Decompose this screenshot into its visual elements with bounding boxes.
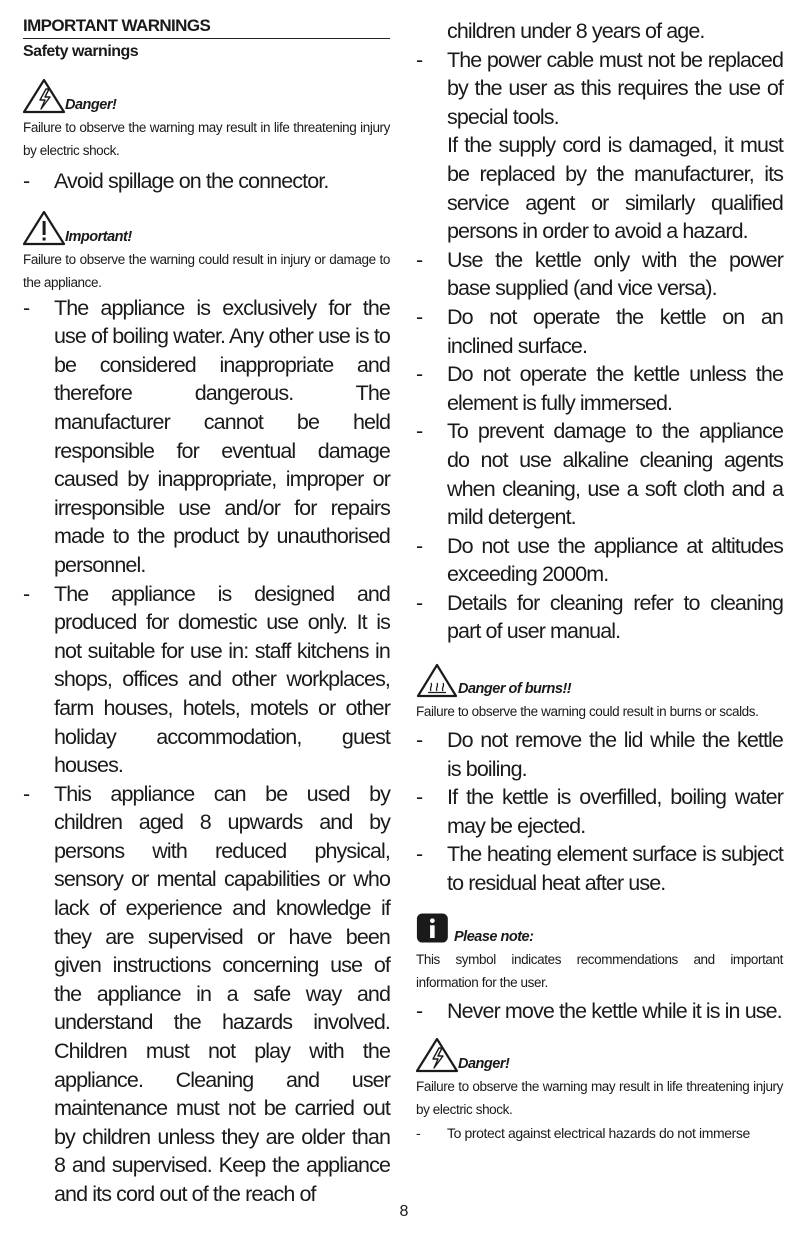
note-header	[416, 910, 783, 946]
danger-warning-header-2	[416, 1037, 783, 1073]
important-list	[23, 294, 390, 1209]
continued-text: children under 8 years of age.	[447, 19, 705, 43]
list-item: - The heating element surface is subject to residual heat after use.	[416, 842, 783, 896]
list-item: - The appliance is exclusively for the use of boiling water. Any other use is to be considered inappropriate and therefore dangerous. The manufacturer cannot be held responsible for eventual damage caused by inappropriate, improper or irresponsible use and/or for repairs made to the product by unauthorised personnel.	[23, 295, 390, 577]
list-item: - This appliance can be used by children aged 8 upwards and by persons with reduced physical, sensory or mental capabilities or who lack of experience and knowledge if they are supervised or have been given instructions concerning use of the appliance in a safe way and understand the hazards involved. Children must not play with the appliance. Cleaning and user maintenance must not be carried out by children unless they are older than 8 and supervised. Keep the appliance and its cord out of the reach of	[23, 781, 390, 1206]
list-item: - The appliance is designed and produced for domestic use only. It is not suitable for use in: staff kitchens in shops, offices and other workplaces, farm houses, hotels, motels or other holiday accommodation, guest houses.	[23, 581, 390, 778]
left-column	[23, 12, 390, 1209]
danger-description: Failure to observe the warning may result in life threatening injury by electric shock.	[23, 120, 390, 158]
info-icon	[416, 910, 456, 946]
list-item: - Details for cleaning refer to cleaning part of user manual.	[416, 590, 783, 644]
danger-warning-header	[23, 78, 390, 114]
burns-description: Failure to observe the warning could result in burns or scalds.	[416, 704, 759, 720]
safety-list-continued	[416, 246, 783, 646]
burns-warning-header	[416, 662, 783, 698]
danger-list	[23, 167, 390, 196]
list-item: - To protect against electrical hazards do not immerse	[416, 1125, 750, 1142]
danger-list-2	[416, 1122, 783, 1144]
list-item: - If the kettle is overfilled, boiling water may be ejected.	[416, 785, 783, 838]
burns-label: Danger of burns!!	[458, 681, 572, 698]
page-number: 8	[399, 1203, 409, 1220]
safety-list	[416, 46, 783, 132]
page-heading: IMPORTANT WARNINGS	[23, 16, 390, 39]
danger-label-2: Danger!	[458, 1056, 510, 1073]
important-warning-header	[23, 210, 390, 246]
list-item: - Do not operate the kettle on an inclined surface.	[416, 304, 783, 358]
cord-note: If the supply cord is damaged, it must be replaced by the manufacturer, its service agent or similarly qualified persons in order to avoid a hazard.	[447, 133, 783, 244]
danger-label: Danger!	[65, 97, 117, 113]
list-item: - Use the kettle only with the power base supplied (and vice versa).	[416, 247, 783, 301]
note-description: This symbol indicates recommendations and important information for the user.	[416, 951, 783, 990]
list-item: - Do not remove the lid while the kettle is boiling.	[416, 728, 783, 781]
burns-list	[416, 726, 783, 898]
list-item: - Avoid spillage on the connector.	[23, 169, 329, 193]
note-label: Please note:	[454, 928, 534, 945]
list-item: - Do not operate the kettle unless the element is fully immersed.	[416, 362, 783, 415]
list-item: - The power cable must not be replaced by the user as this requires the use of special tools.	[416, 47, 783, 129]
electric-shock-warning-icon	[416, 1037, 460, 1073]
note-list	[416, 997, 783, 1026]
important-description: Failure to observe the warning could result in injury or damage to the appliance.	[23, 251, 390, 290]
list-item: - Do not use the appliance at altitudes exceeding 2000m.	[416, 533, 783, 587]
danger-description-2: Failure to observe the warning may result in life threatening injury by electric shock.	[416, 1079, 783, 1118]
right-column	[416, 12, 783, 1144]
important-label: Important!	[65, 228, 132, 245]
electric-shock-warning-icon	[23, 78, 67, 114]
list-item: - Never move the kettle while it is in use.	[416, 998, 782, 1023]
hot-surface-warning-icon	[416, 662, 460, 698]
exclamation-warning-icon	[23, 210, 67, 246]
section-subheading: Safety warnings	[23, 43, 139, 60]
list-item: - To prevent damage to the appliance do not use alkaline cleaning agents when cleaning, use a soft cloth and a mild detergent.	[416, 419, 783, 530]
